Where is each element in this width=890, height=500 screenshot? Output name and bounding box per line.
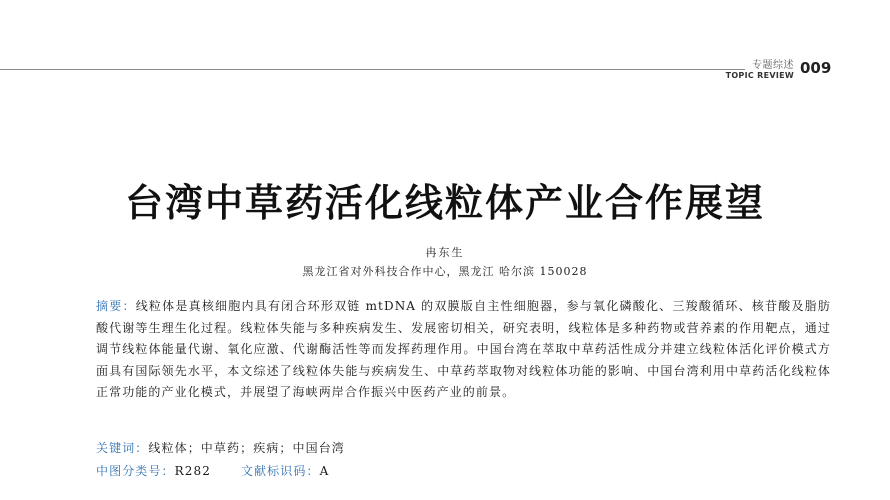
author-name: 冉东生: [425, 246, 465, 259]
section-title-cn: 专题综述: [752, 60, 794, 71]
author-affiliation: 黑龙江省对外科技合作中心，黑龙江 哈尔滨 150028: [302, 265, 588, 278]
keywords-text: 线粒体；中草药；疾病；中国台湾: [148, 441, 345, 455]
doc-code-label: 文献标识码：: [240, 464, 320, 478]
section-title-en: TOPIC REVIEW: [725, 71, 794, 80]
abstract-text: 线粒体是真核细胞内具有闭合环形双链 mtDNA 的双膜版自主性细胞器，参与氧化磷酸化、三羧酸循环、核苷酸及脂肪酸代谢等生理生化过程。线粒体失能与多种疾病发生、发展密切相关，研究表明，线粒体是多种药物或营养素的作用靶点，通过调节线粒体能量代谢、氧化应激、代谢酶活性等而发挥药理作用。中国台湾在萃取中草药活性成分并建立线粒体活化评价模式方面具有国际领先水平，本文综述了线粒体失能与疾病发生、中草药萃取物对线粒体功能的影响、中国台湾利用中草药活化线粒体正常功能的产业化模式，并展望了海峡两岸合作振兴中医药产业的前景。: [96, 299, 831, 399]
abstract-label: 摘要：: [96, 299, 136, 313]
classification-line: [96, 462, 329, 479]
header-rule: [0, 69, 745, 70]
clc-value: R282: [174, 464, 211, 478]
article-title: 台湾中草药活化线粒体产业合作展望: [124, 181, 765, 225]
page-number: 009: [800, 59, 832, 77]
doc-code-value: A: [319, 464, 330, 478]
keywords-line: [96, 439, 345, 456]
clc-label: 中图分类号：: [96, 464, 175, 478]
abstract: [96, 296, 831, 404]
keywords-label: 关键词：: [96, 441, 149, 455]
